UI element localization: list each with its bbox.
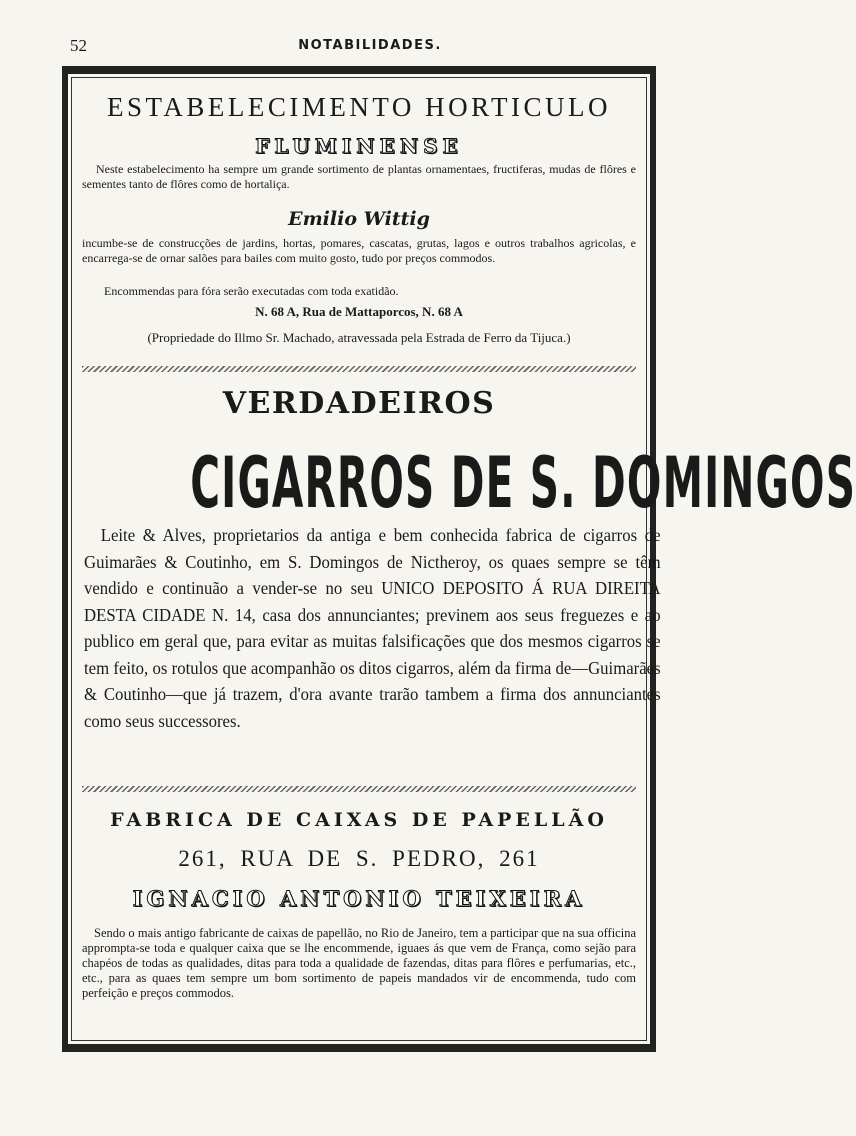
wavy-divider-1 xyxy=(82,366,636,372)
wavy-divider-2 xyxy=(82,786,636,792)
ad2-title-large: CIGARROS DE S. DOMINGOS xyxy=(190,442,856,524)
ad1-property-note: (Propriedade do Illmo Sr. Machado, atravessada pela Estrada de Ferro da Tijuca.) xyxy=(147,330,571,345)
ad1-subtitle: FLUMINENSE xyxy=(255,134,463,158)
page-number: 52 xyxy=(70,36,87,55)
ad3-body: Sendo o mais antigo fabricante de caixas de papellão, no Rio de Janeiro, tem a participar que na sua officina apprompta-se toda e qualquer caixa que se lhe encommende, iguaes ás que vem de França, como sejão para chapéos de todas as qualidades, ditas para toda a qualidade de fazendas, ditas para flôres e perfumarias, etc., etc., para as quaes tem sempre um bom sortimento de papeis mandados vir de encommenda, tudo com perfeição e preços commodos. xyxy=(82,926,636,1000)
page-header xyxy=(70,36,670,56)
ad1-proprietor-name: Emilio Wittig xyxy=(288,208,430,230)
running-title: NOTABILIDADES. xyxy=(298,38,442,53)
ad1-paragraph-2: incumbe-se de construcções de jardins, hortas, pomares, cascatas, grutas, lagos e outros trabalhos agricolas, e encarrega-se de ornar salões para bailes com muito gosto, tudo por preços commodos. xyxy=(82,236,636,265)
advertisement-frame xyxy=(62,66,856,1052)
ad1-title: ESTABELECIMENTO HORTICULO xyxy=(107,92,611,122)
ad3-proprietor-name: IGNACIO ANTONIO TEIXEIRA xyxy=(132,886,586,911)
ad2-title: VERDADEIROS xyxy=(222,386,496,421)
ad1-paragraph-3: Encommendas para fóra serão executadas com toda exatidão. xyxy=(104,284,399,298)
ad3-address: 261, RUA DE S. PEDRO, 261 xyxy=(178,846,540,871)
ad2-body: Leite & Alves, proprietarios da antiga e bem conhecida fabrica de cigarros de Guimarães & Coutinho, em S. Domingos de Nictheroy, os quaes sempre se têm vendido e continuão a vender-se no seu UNICO DEPOSITO Á RUA DIREITA DESTA CIDADE N. 14, casa dos annunciantes; previnem aos seus freguezes e ao publico em geral que, para evitar as muitas falsificações que dos mesmos cigarros se tem feito, os rotulos que acompanhão os ditos cigarros, além da firma de—Guimarães & Coutinho—que já trazem, d'ora avante trarão tambem a firma dos annunciantes como seus successores. xyxy=(84,525,661,731)
ad3-title: FABRICA DE CAIXAS DE PAPELLÃO xyxy=(110,809,608,831)
ad1-address: N. 68 A, Rua de Mattaporcos, N. 68 A xyxy=(255,304,463,319)
ad1-paragraph-1: Neste estabelecimento ha sempre um grande sortimento de plantas ornamentaes, fructiferas, mudas de flôres e sementes tanto de flôres como de hortaliça. xyxy=(82,162,636,191)
